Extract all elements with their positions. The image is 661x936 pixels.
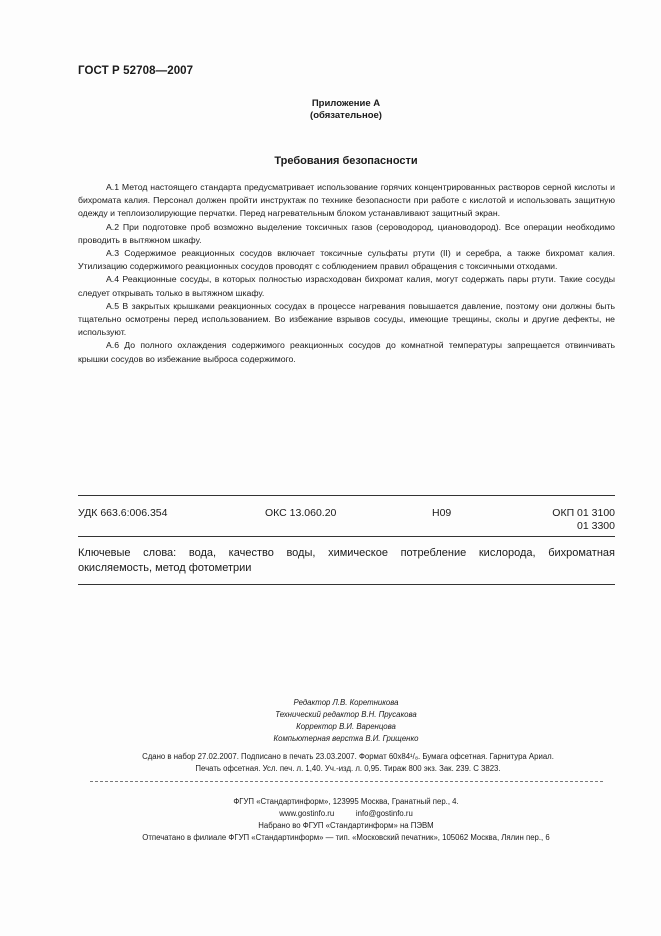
- oks-code: ОКС 13.060.20: [265, 507, 337, 519]
- credit-corrector: Корректор В.И. Варенцова: [296, 722, 396, 731]
- paragraph-a1: А.1 Метод настоящего стандарта предусматривает использование горячих концентрированных растворов серной кислоты и бихромата калия. Персонал должен пройти инструктаж по технике безопасности при работе с кислотой и использовать защитную одежду и теплоизолирующие перчатки. Перед нагревательным блоком устанавливают защитный экран.: [78, 182, 615, 219]
- divider-bottom: [78, 584, 615, 585]
- okp-codes: [540, 507, 615, 533]
- okp-code-1: ОКП 01 3100: [552, 507, 615, 519]
- appendix-status: (обязательное): [310, 110, 382, 121]
- divider-middle: [78, 536, 615, 537]
- publisher-printed: Отпечатано в филиале ФГУП «Стандартинформ» — тип. «Московский печатник», 105062 Москва, Лялин пер., 6: [142, 833, 550, 842]
- credit-layout: Компьютерная верстка В.И. Грищенко: [273, 734, 419, 743]
- paragraph-a4: А.4 Реакционные сосуды, в которых полностью израсходован бихромат калия, могут содержать пары ртути. Такие сосуды следует открывать только в вытяжном шкафу.: [78, 274, 615, 298]
- standard-header: ГОСТ Р 52708—2007: [78, 65, 194, 77]
- publisher-typeset: Набрано во ФГУП «Стандартинформ» на ПЭВМ: [258, 821, 434, 830]
- publisher-address: ФГУП «Стандартинформ», 123995 Москва, Гранатный пер., 4.: [233, 797, 459, 806]
- publisher-web: www.gostinfo.ru info@gostinfo.ru: [279, 809, 413, 818]
- safety-requirements-body: [78, 181, 615, 366]
- keywords: Ключевые слова: вода, качество воды, химическое потребление кислорода, бихроматная окисляемость, метод фотометрии: [78, 547, 615, 574]
- divider-top: [78, 495, 615, 496]
- group-code: Н09: [432, 507, 452, 519]
- appendix-heading: [0, 98, 661, 122]
- publisher-block: [0, 796, 661, 844]
- paragraph-a6: А.6 До полного охлаждения содержимого реакционных сосудов до комнатной температуры запрещается отвинчивать крышки сосудов во избежание выброса содержимого.: [78, 340, 615, 364]
- print-info-line-1: Сдано в набор 27.02.2007. Подписано в печать 23.03.2007. Формат 60x84¹/₈. Бумага офсетная. Гарнитура Ариал.: [142, 752, 554, 761]
- okp-code-2: 01 3300: [577, 520, 615, 532]
- credit-technical-editor: Технический редактор В.Н. Прусакова: [275, 710, 417, 719]
- paragraph-a2: А.2 При подготовке проб возможно выделение токсичных газов (сероводород, циановодород). Все операции необходимо проводить в вытяжном шкафу.: [78, 221, 615, 245]
- udk-code: УДК 663.6:006.354: [78, 507, 168, 519]
- print-info-line-2: Печать офсетная. Усл. печ. л. 1,40. Уч.-изд. л. 0,95. Тираж 800 экз. Зак. 239. С 3823.: [195, 764, 501, 773]
- credit-editor: Редактор Л.В. Коретникова: [293, 698, 399, 707]
- credits-block: [0, 697, 661, 745]
- dashed-separator: [90, 781, 603, 782]
- appendix-title: Приложение А: [311, 98, 381, 109]
- print-info: [78, 751, 618, 775]
- section-title: Требования безопасности: [274, 155, 418, 167]
- paragraph-a3: А.3 Содержимое реакционных сосудов включает токсичные сульфаты ртути (II) и серебра, а также бихромат калия. Утилизацию содержимого реакционных сосудов проводят с соблюдением правил обращения с токсичными отходами.: [78, 248, 615, 272]
- paragraph-a5: А.5 В закрытых крышками реакционных сосудах в процессе нагревания повышается давление, поэтому они должны быть тщательно осмотрены перед использованием. Во избежание взрывов сосуды, имеющие трещины, сколы и другие дефекты, не используют.: [78, 300, 615, 338]
